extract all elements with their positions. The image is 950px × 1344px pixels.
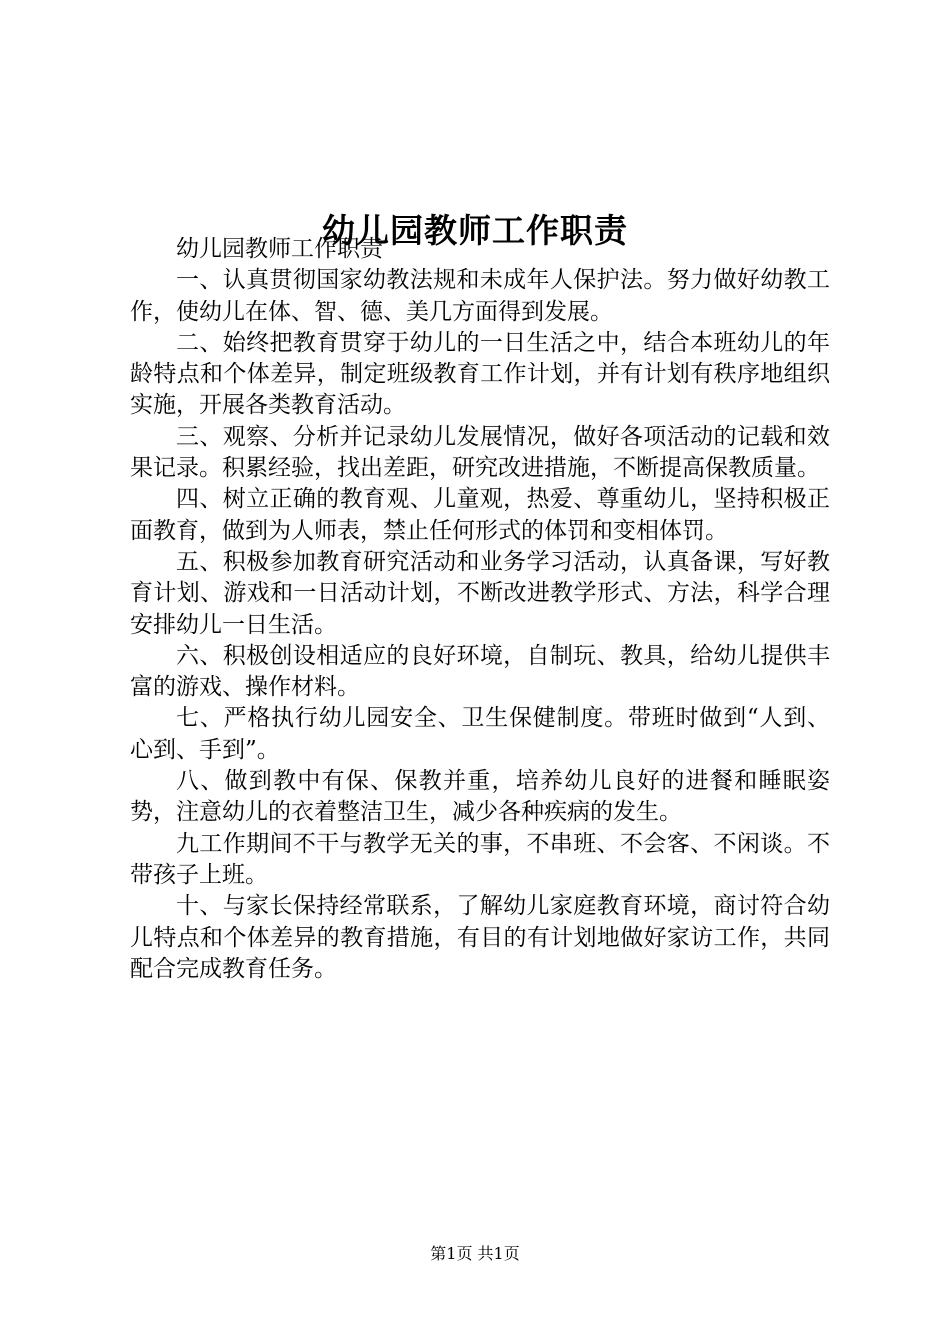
page-number-footer: 第1页 共1页: [430, 1244, 520, 1263]
paragraph-10: 十、与家长保持经常联系，了解幼儿家庭教育环境，商讨符合幼儿特点和个体差异的教育措施，有目的有计划地做好家访工作，共同配合完成教育任务。: [130, 893, 830, 982]
paragraph-heading: 幼儿园教师工作职责: [176, 236, 383, 262]
paragraph-3: 三、观察、分析并记录幼儿发展情况，做好各项活动的记载和效果记录。积累经验，找出差距，研究改进措施，不断提高保教质量。: [130, 423, 830, 482]
paragraph-5: 五、积极参加教育研究活动和业务学习活动，认真备课，写好教育计划、游戏和一日活动计划，不断改进教学形式、方法，科学合理安排幼儿一日生活。: [130, 548, 830, 638]
paragraph-6: 六、积极创设相适应的良好环境，自制玩、教具，给幼儿提供丰富的游戏、操作材料。: [130, 642, 830, 701]
paragraph-2: 二、始终把教育贯穿于幼儿的一日生活之中，结合本班幼儿的年龄特点和个体差异，制定班级教育工作计划，并有计划有秩序地组织实施，开展各类教育活动。: [130, 329, 830, 419]
paragraph-8: 八、做到教中有保、保教并重，培养幼儿良好的进餐和睡眠姿势，注意幼儿的衣着整洁卫生，减少各种疾病的发生。: [130, 768, 830, 826]
paragraph-1: 一、认真贯彻国家幼教法规和未成年人保护法。努力做好幼教工作，使幼儿在体、智、德、美几方面得到发展。: [130, 267, 830, 325]
document-body: [130, 234, 830, 985]
paragraph-4: 四、树立正确的教育观、儿童观，热爱、尊重幼儿，坚持积极正面教育，做到为人师表，禁止任何形式的体罚和变相体罚。: [130, 486, 830, 544]
paragraph-9: 九工作期间不干与教学无关的事，不串班、不会客、不闲谈。不带孩子上班。: [130, 830, 830, 888]
document-title: 幼儿园教师工作职责: [322, 211, 628, 251]
paragraph-7: 七、严格执行幼儿园安全、卫生保健制度。带班时做到“人到、心到、手到”。: [130, 705, 830, 763]
